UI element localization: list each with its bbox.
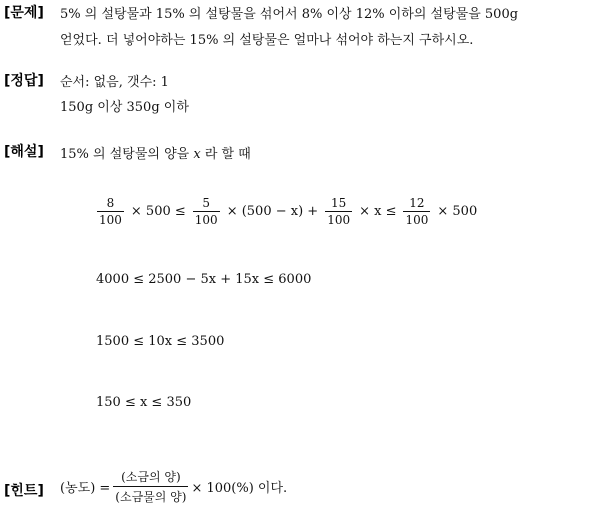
intro-variable: x <box>193 147 201 162</box>
equation-1 <box>94 196 481 227</box>
hint-denominator: (소금물의 양) <box>113 486 188 505</box>
eq1-term-4: × 500 <box>437 204 478 219</box>
problem-line-2: 얻었다. 더 넣어야하는 15% 의 설탕물은 얼마나 섞어야 하는지 구하시오. <box>60 33 474 48</box>
fraction-5-100: $\frac{5}{100}$ <box>194 196 218 227</box>
hint-label: [힌트] <box>4 483 44 499</box>
problem-line-1: 5% 의 설탕물과 15% 의 설탕물을 섞어서 8% 이상 12% 이하의 설탕물을 500g <box>60 7 519 22</box>
answer-line-2: 150g 이상 350g 이하 <box>60 100 189 115</box>
hint-formula <box>60 468 287 505</box>
eq1-term-1: × 500 ≤ <box>130 204 186 219</box>
hint-rhs: × 100(%) 이다. <box>191 481 288 496</box>
eq1-term-3: × x ≤ <box>359 204 397 219</box>
eq1-term-2: × (500 − x) + <box>226 204 319 219</box>
answer-line-1: 순서: 없음, 갯수: 1 <box>60 75 169 90</box>
intro-suffix: 라 할 때 <box>204 147 251 162</box>
fraction-12-100: $\frac{12}{100}$ <box>405 196 429 227</box>
hint-lhs: (농도) = <box>60 481 111 496</box>
answer-label: [정답] <box>4 73 44 89</box>
equation-4: 150 ≤ x ≤ 350 <box>96 395 192 410</box>
fraction-15-100: $\frac{15}{100}$ <box>327 196 351 227</box>
problem-label: [문제] <box>4 5 44 21</box>
hint-numerator: (소금의 양) <box>121 470 181 484</box>
equation-3: 1500 ≤ 10x ≤ 3500 <box>96 334 225 349</box>
explanation-label: [해설] <box>4 144 44 160</box>
explanation-intro <box>60 143 251 162</box>
fraction-8-100: $\frac{8}{100}$ <box>99 196 122 227</box>
equation-2: 4000 ≤ 2500 − 5x + 15x ≤ 6000 <box>96 272 312 287</box>
intro-prefix: 15% 의 설탕물의 양을 <box>60 147 190 162</box>
hint-fraction <box>113 468 188 505</box>
